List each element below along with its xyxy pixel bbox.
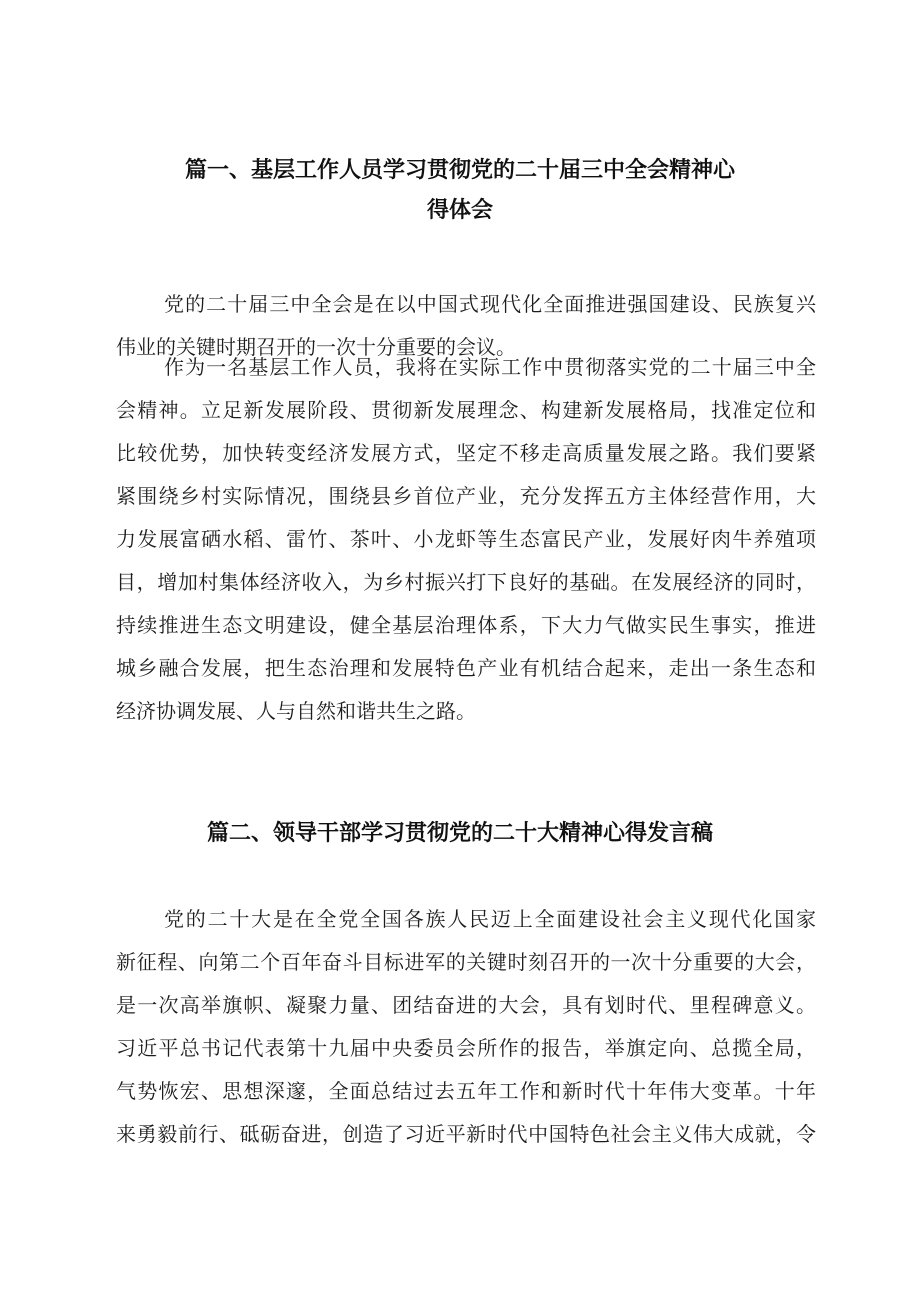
paragraph-line: 经济协调发展、人与自然和谐共生之路。 <box>116 699 476 723</box>
paragraph-line: 力发展富硒水稻、雷竹、茶叶、小龙虾等生态富民产业，发展好肉牛养殖项 <box>116 527 816 551</box>
paragraph-line: 持续推进生态文明建设，健全基层治理体系，下大力气做实民生事实，推进 <box>116 613 816 637</box>
paragraph-line: 目，增加村集体经济收入，为乡村振兴打下良好的基础。在发展经济的同时， <box>116 570 816 594</box>
section1-title-line: 得体会 <box>426 198 493 223</box>
paragraph-line: 来勇毅前行、砥砺奋进，创造了习近平新时代中国特色社会主义伟大成就，令 <box>116 1122 816 1146</box>
paragraph-line: 党的二十大是在全党全国各族人民迈上全面建设社会主义现代化国家 <box>164 907 816 931</box>
paragraph-line: 新征程、向第二个百年奋斗目标进军的关键时刻召开的一次十分重要的大会， <box>116 950 816 974</box>
paragraph-line: 习近平总书记代表第十九届中央委员会所作的报告，举旗定向、总揽全局， <box>116 1036 816 1060</box>
section1-paragraph-2 <box>116 346 816 733</box>
paragraph-line: 城乡融合发展，把生态治理和发展特色产业有机结合起来，走出一条生态和 <box>116 656 816 680</box>
paragraph-line: 作为一名基层工作人员，我将在实际工作中贯彻落实党的二十届三中全 <box>164 355 816 379</box>
section2-title <box>0 814 920 854</box>
paragraph-line: 比较优势，加快转变经济发展方式，坚定不移走高质量发展之路。我们要紧 <box>116 441 816 465</box>
paragraph-line: 是一次高举旗帜、凝聚力量、团结奋进的大会，具有划时代、里程碑意义。 <box>116 993 816 1017</box>
section2-paragraph-1 <box>116 898 816 1156</box>
paragraph-line: 党的二十届三中全会是在以中国式现代化全面推进强国建设、民族复兴 <box>164 292 816 316</box>
section1-title <box>0 151 920 231</box>
paragraph-line: 紧围绕乡村实际情况，围绕县乡首位产业，充分发挥五方主体经营作用，大 <box>116 484 816 508</box>
section2-title-line: 篇二、领导干部学习贯彻党的二十大精神心得发言稿 <box>206 821 713 846</box>
section1-title-line: 篇一、基层工作人员学习贯彻党的二十届三中全会精神心 <box>184 158 735 183</box>
paragraph-line: 气势恢宏、思想深邃，全面总结过去五年工作和新时代十年伟大变革。十年 <box>116 1079 816 1103</box>
paragraph-line: 会精神。立足新发展阶段、贯彻新发展理念、构建新发展格局，找准定位和 <box>116 398 816 422</box>
paragraph-line: 伟业的关键时期召开的一次十分重要的会议。 <box>116 335 516 359</box>
